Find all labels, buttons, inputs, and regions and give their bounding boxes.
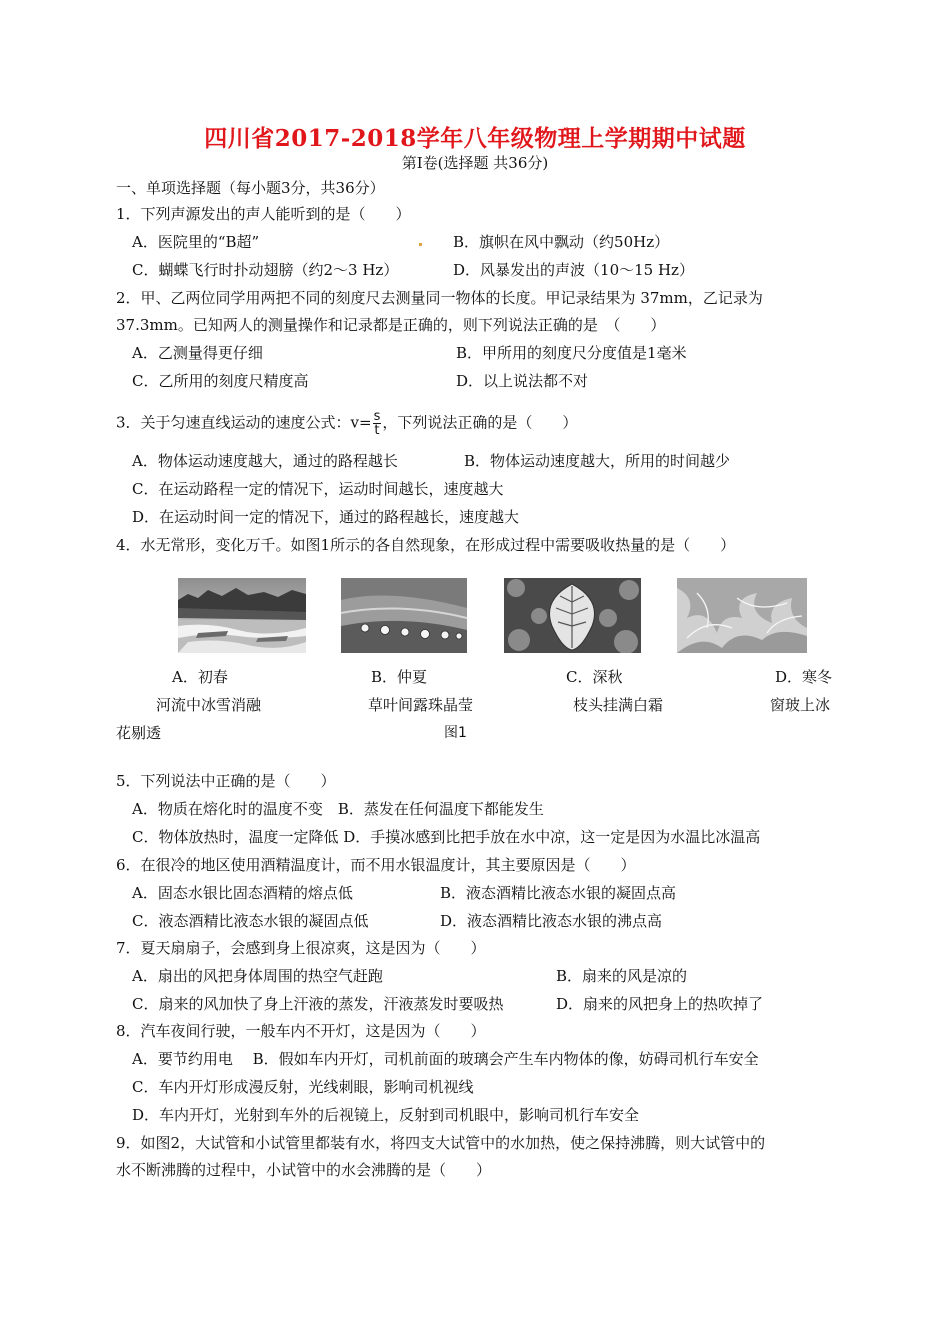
photo-autumn-frost xyxy=(504,578,641,653)
q3-stem-suffix: ，下列说法正确的是（ ） xyxy=(382,413,578,432)
q2-option-d: D．以上说法都不对 xyxy=(456,372,589,390)
q4-option-d-caption-cont: 花剔透 xyxy=(116,724,162,742)
q4-option-d-caption: 窗玻上冰 xyxy=(770,696,831,714)
question-9-stem-line1: 9．如图2，大试管和小试管里都装有水，将四支大试管中的水加热，使之保持沸腾，则大试管中的 xyxy=(116,1134,766,1152)
q4-option-a-label: A．初春 xyxy=(172,668,228,686)
q1-option-c: C．蝴蝶飞行时扑动翅膀（约2～3 Hz） xyxy=(132,261,399,279)
photo-winter-ice-window xyxy=(677,578,807,653)
question-6-stem: 6．在很冷的地区使用酒精温度计，而不用水银温度计，其主要原因是（ ） xyxy=(116,856,636,874)
q4-option-c-caption: 枝头挂满白霜 xyxy=(573,696,664,714)
q1-option-b: B．旗帜在风中飘动（约50Hz） xyxy=(453,233,670,251)
question-3-stem xyxy=(116,410,577,437)
q8-option-d: D．车内开灯，光射到车外的后视镜上，反射到司机眼中，影响司机行车安全 xyxy=(132,1106,640,1124)
question-1-stem: 1．下列声源发出的声人能听到的是（ ） xyxy=(116,205,411,223)
question-2-stem-line2: 37.3mm。已知两人的测量操作和记录都是正确的，则下列说法正确的是 （ ） xyxy=(116,316,666,334)
q4-option-c-label: C．深秋 xyxy=(566,668,623,686)
section-heading: 一、单项选择题（每小题3分，共36分） xyxy=(116,179,385,197)
q5-options-cd: C．物体放热时，温度一定降低 D．手摸冰感到比把手放在水中凉，这一定是因为水温比冰温高 xyxy=(132,828,761,846)
q3-option-d: D．在运动时间一定的情况下，通过的路程越长，速度越大 xyxy=(132,508,520,526)
q2-option-c: C．乙所用的刻度尺精度高 xyxy=(132,372,309,390)
q1-option-d: D．风暴发出的声波（10～15 Hz） xyxy=(453,261,694,279)
page-title: 四川省2017-2018学年八年级物理上学期期中试题 xyxy=(204,125,746,152)
figure-caption: 图1 xyxy=(444,725,467,741)
photo-spring-river xyxy=(178,578,306,653)
q3-option-b: B．物体运动速度越大，所用的时间越少 xyxy=(464,452,731,470)
question-7-stem: 7．夏天扇扇子，会感到身上很凉爽，这是因为（ ） xyxy=(116,939,486,957)
q7-option-d: D．扇来的风把身上的热吹掉了 xyxy=(556,995,764,1013)
q5-options-ab: A．物质在熔化时的温度不变 B．蒸发在任何温度下都能发生 xyxy=(132,800,544,818)
q4-option-d-label: D．寒冬 xyxy=(775,668,833,686)
q2-option-a: A．乙测量得更仔细 xyxy=(132,344,263,362)
q2-option-b: B．甲所用的刻度尺分度值是1毫米 xyxy=(456,344,687,362)
q4-option-b-caption: 草叶间露珠晶莹 xyxy=(368,696,474,714)
q7-option-b: B．扇来的风是凉的 xyxy=(556,967,688,985)
question-9-stem-line2: 水不断沸腾的过程中，小试管中的水会沸腾的是（ ） xyxy=(116,1161,492,1179)
q3-option-c: C．在运动路程一定的情况下，运动时间越长，速度越大 xyxy=(132,480,504,498)
q6-option-d: D．液态酒精比液态水银的沸点高 xyxy=(440,912,663,930)
q4-option-a-caption: 河流中冰雪消融 xyxy=(156,696,262,714)
q1-option-a: A．医院里的“B超” xyxy=(132,233,260,251)
fraction-numerator: s xyxy=(373,409,381,424)
q8-option-c: C．车内开灯形成漫反射，光线刺眼，影响司机视线 xyxy=(132,1078,474,1096)
fraction-denominator: t xyxy=(374,423,380,438)
q8-options-ab: A．要节约用电 B．假如车内开灯，司机前面的玻璃会产生车内物体的像，妨碍司机行车安全 xyxy=(132,1050,759,1068)
q7-option-a: A．扇出的风把身体周围的热空气赶跑 xyxy=(132,967,383,985)
question-8-stem: 8．汽车夜间行驶，一般车内不开灯，这是因为（ ） xyxy=(116,1022,486,1040)
photo-summer-dew xyxy=(341,578,467,653)
stray-dot xyxy=(419,243,422,246)
q4-option-b-label: B．仲夏 xyxy=(371,668,428,686)
q7-option-c: C．扇来的风加快了身上汗液的蒸发，汗液蒸发时要吸热 xyxy=(132,995,504,1013)
q3-option-a: A．物体运动速度越大，通过的路程越长 xyxy=(132,452,398,470)
question-2-stem-line1: 2．甲、乙两位同学用两把不同的刻度尺去测量同一物体的长度。甲记录结果为 37mm，乙记录为 xyxy=(116,289,763,307)
section-subtitle: 第Ⅰ卷(选择题 共36分) xyxy=(401,154,549,172)
q6-option-c: C．液态酒精比液态水银的凝固点低 xyxy=(132,912,369,930)
q6-option-b: B．液态酒精比液态水银的凝固点高 xyxy=(440,884,677,902)
question-4-stem: 4．水无常形，变化万千。如图1所示的各自然现象，在形成过程中需要吸收热量的是（ ） xyxy=(116,536,736,554)
q6-option-a: A．固态水银比固态酒精的熔点低 xyxy=(132,884,353,902)
velocity-fraction xyxy=(373,410,382,437)
question-5-stem: 5．下列说法中正确的是（ ） xyxy=(116,772,336,790)
q3-stem-prefix: 3．关于匀速直线运动的速度公式：v= xyxy=(116,413,372,432)
